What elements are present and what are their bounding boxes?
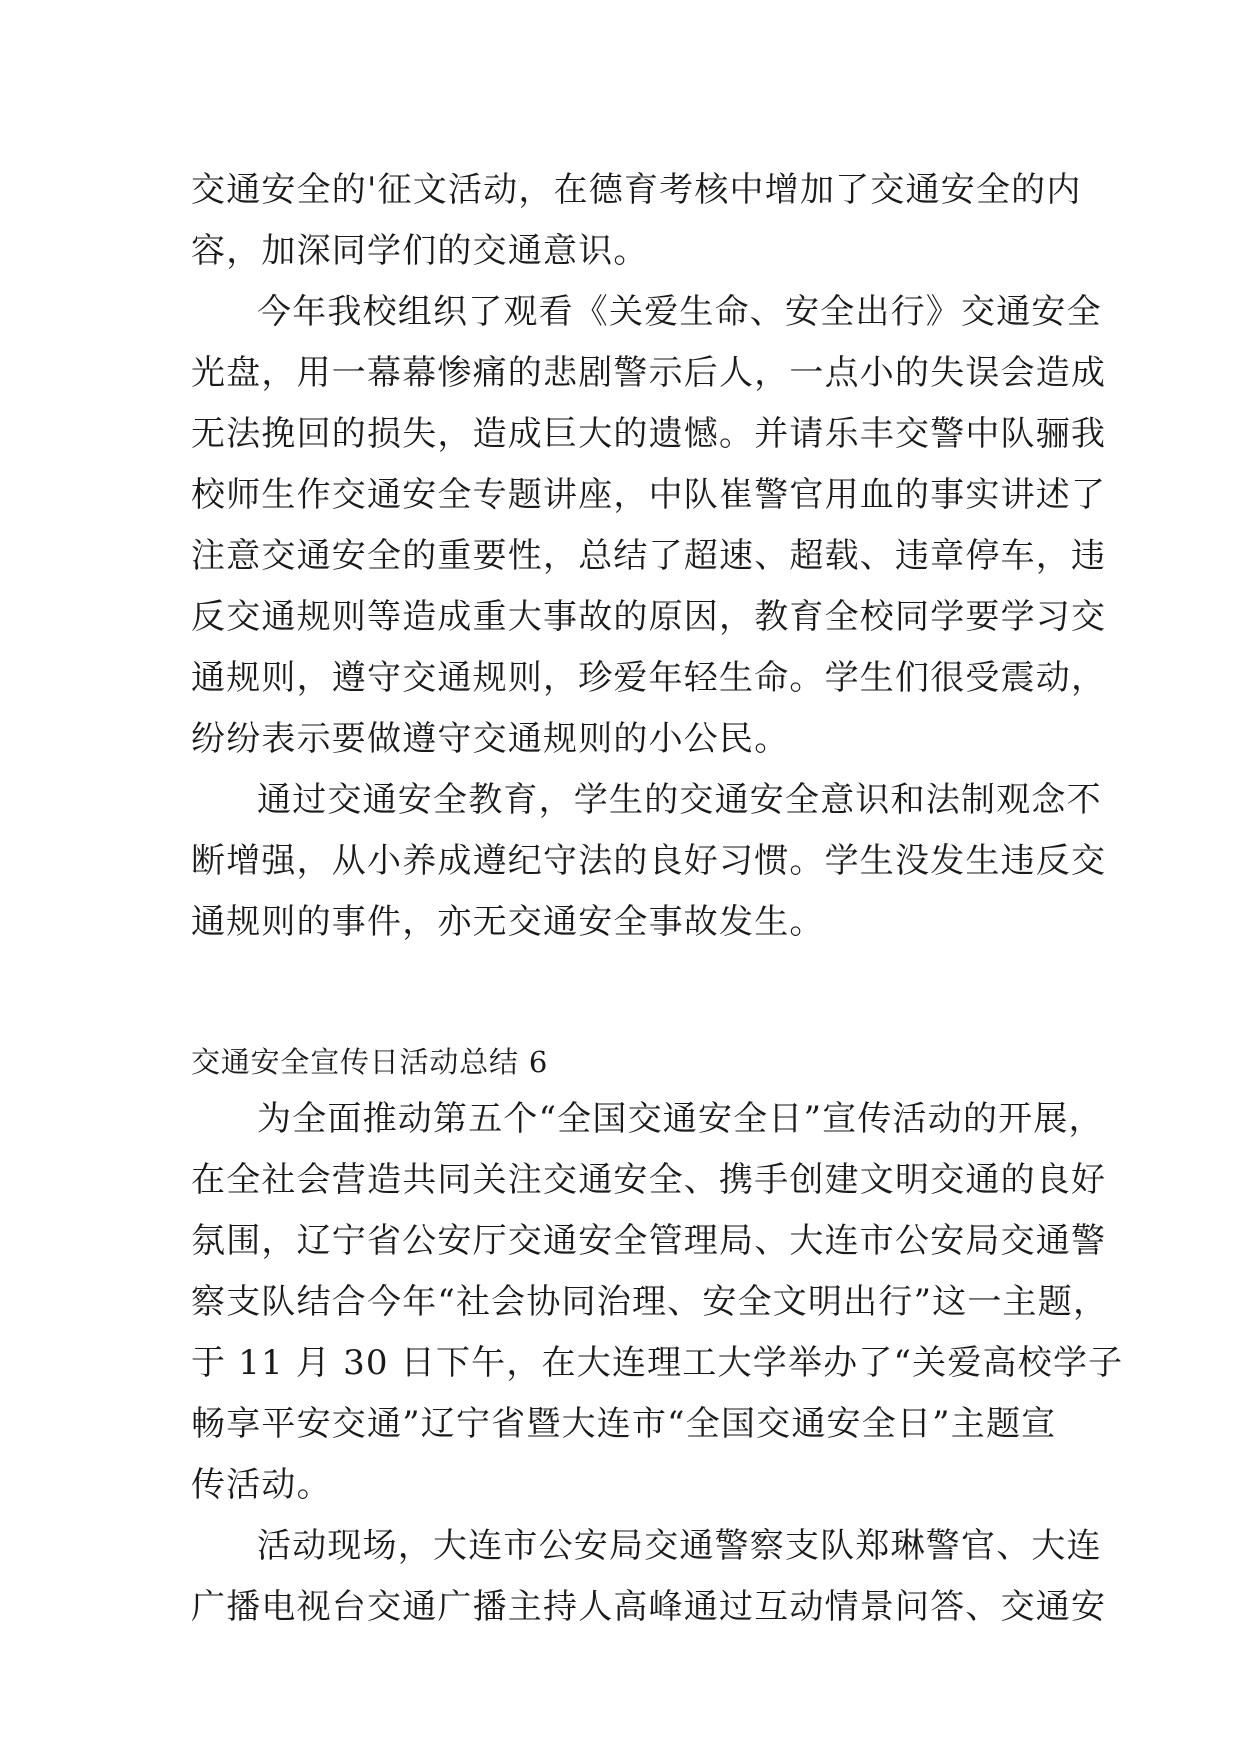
text-line: 于 11 月 30 日下午，在大连理工大学举办了“关爱高校学子 — [191, 1343, 1124, 1383]
text-line: 交通安全的'征文活动，在德育考核中增加了交通安全的内 — [191, 170, 1082, 210]
text-line: 察支队结合今年“社会协同治理、安全文明出行”这一主题， — [191, 1282, 1109, 1322]
text-line: 氛围，辽宁省公安厅交通安全管理局、大连市公安局交通警 — [191, 1221, 1107, 1261]
text-line: 校师生作交通安全专题讲座，中队崔警官用血的事实讲述了 — [191, 475, 1107, 515]
text-line: 纷纷表示要做遵守交通规则的小公民。 — [191, 719, 790, 759]
paragraph-1 — [191, 160, 1082, 282]
text-line: 畅享平安交通”辽宁省暨大连市“全国交通安全日”主题宣 — [191, 1404, 1057, 1444]
text-line: 在全社会营造共同关注交通安全、携手创建文明交通的良好 — [191, 1160, 1107, 1200]
text-line: 通规则，遵守交通规则，珍爱年轻生命。学生们很受震动， — [191, 658, 1107, 698]
section-spacer — [191, 953, 1071, 1035]
text-line: 通过交通安全教育，学生的交通安全意识和法制观念不 — [257, 780, 1102, 820]
text-line: 通规则的事件，亦无交通安全事故发生。 — [191, 902, 825, 942]
section-heading: 交通安全宣传日活动总结 6 — [191, 1045, 549, 1079]
document-page — [191, 160, 1124, 1638]
text-line: 注意交通安全的重要性，总结了超速、超载、违章停车，违 — [191, 536, 1107, 576]
text-line: 无法挽回的损失，造成巨大的遗憾。并请乐丰交警中队骊我 — [191, 414, 1107, 454]
text-line: 活动现场，大连市公安局交通警察支队郑琳警官、大连 — [257, 1526, 1102, 1566]
paragraph-4 — [191, 1089, 1124, 1516]
text-line: 传活动。 — [191, 1465, 332, 1505]
text-line: 为全面推动第五个“全国交通安全日”宣传活动的开展， — [257, 1099, 1104, 1139]
text-line: 反交通规则等造成重大事故的原因，教育全校同学要学习交 — [191, 597, 1107, 637]
paragraph-5 — [191, 1516, 1107, 1638]
paragraph-2 — [191, 282, 1107, 770]
text-line: 广播电视台交通广播主持人高峰通过互动情景问答、交通安 — [191, 1587, 1107, 1627]
paragraph-3 — [191, 770, 1107, 953]
text-line: 容，加深同学们的交通意识。 — [191, 231, 649, 271]
text-line: 光盘，用一幕幕惨痛的悲剧警示后人，一点小的失误会造成 — [191, 353, 1107, 393]
text-line: 断增强，从小养成遵纪守法的良好习惯。学生没发生违反交 — [191, 841, 1107, 881]
text-line: 今年我校组织了观看《关爱生命、安全出行》交通安全 — [257, 292, 1102, 332]
